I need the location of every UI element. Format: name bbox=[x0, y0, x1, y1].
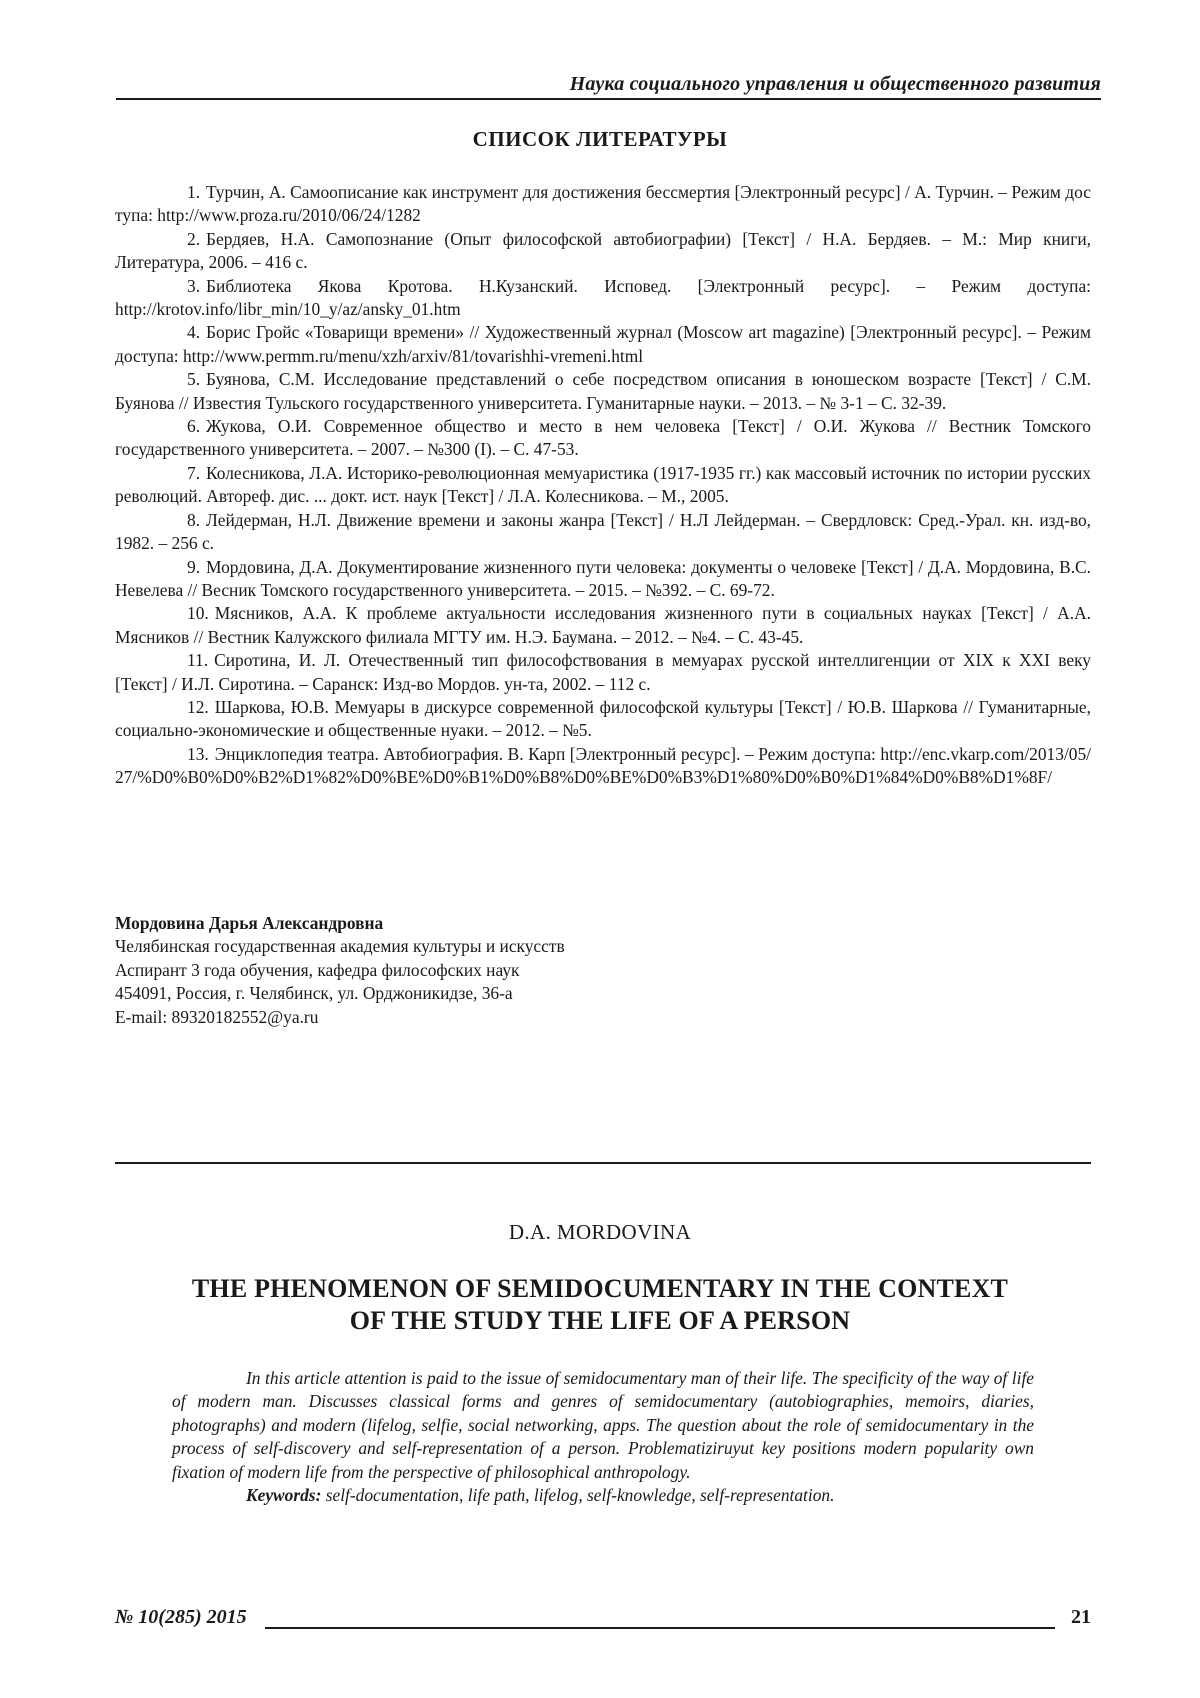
english-title bbox=[100, 1273, 1100, 1337]
reference-number: 6. bbox=[187, 416, 200, 436]
reference-text: Мордовина, Д.А. Документирование жизненного пути человека: документы о человеке [Текст] / Д.А. Мордовина, В.С. Невелева // Весник Томского государственного университета. – 2015. – №392. – С. 69-72. bbox=[115, 557, 1091, 600]
reference-item bbox=[115, 743, 1091, 790]
english-title-line-2: OF THE STUDY THE LIFE OF A PERSON bbox=[100, 1305, 1100, 1337]
author-email: E-mail: 89320182552@ya.ru bbox=[115, 1006, 565, 1029]
reference-text: Библиотека Якова Кротова. Н.Кузанский. Исповед. [Электронный ресурс]. – Режим доступа: http://krotov.info/libr_min/10_y/az/ansky_01.htm bbox=[115, 276, 1091, 319]
reference-item bbox=[115, 275, 1091, 322]
author-position: Аспирант 3 года обучения, кафедра философских наук bbox=[115, 959, 565, 982]
reference-text: Турчин, А. Самоописание как инструмент для достижения бессмертия [Электронный ресурс] / А. Турчин. – Режим доступа: http://www.proza.ru/2010/06/24/1282 bbox=[115, 182, 1091, 225]
abstract-text: In this article attention is paid to the issue of semidocumentary man of their life. The specificity of the way of life of modern man. Discusses classical forms and genres of semidocumentary (autobiographies, memoirs, diaries, photographs) and modern (lifelog, selfie, social networking, apps. The question about the role of semidocumentary in the process of self-discovery and self-representation of a person. Problematiziruyut key positions modern popularity own fixation of modern life from the perspective of philosophical anthropology. bbox=[172, 1367, 1034, 1484]
reference-number: 1. bbox=[187, 182, 200, 202]
english-author: D.A. MORDOVINA bbox=[0, 1220, 1200, 1245]
reference-number: 2. bbox=[187, 229, 200, 249]
reference-text: Энциклопедия театра. Автобиография. В. Карп [Электронный ресурс]. – Режим доступа: http://enc.vkarp.com/2013/05/27/%D0%B0%D0%B2%D1%82%D0%BE%D0%B1%D0%B8%D0%BE%D0%B3%D1%80%D0%B0%D1%84%D0%B8%D1%8F/ bbox=[115, 744, 1091, 787]
reference-item bbox=[115, 509, 1091, 556]
english-title-line-1: THE PHENOMENON OF SEMIDOCUMENTARY IN THE CONTEXT bbox=[100, 1273, 1100, 1305]
reference-item bbox=[115, 181, 1091, 228]
author-address: 454091, Россия, г. Челябинск, ул. Орджоникидзе, 36-а bbox=[115, 982, 565, 1005]
page-footer bbox=[115, 1606, 1091, 1634]
reference-text: Мясников, А.А. К проблеме актуальности исследования жизненного пути в социальных науках [Текст] / А.А. Мясников // Вестник Калужского филиала МГТУ им. Н.Э. Баумана. – 2012. – №4. – С. 43-45. bbox=[115, 603, 1091, 646]
reference-number: 10. bbox=[187, 603, 209, 623]
reference-item bbox=[115, 321, 1091, 368]
keywords-text: self-documentation, life path, lifelog, self-knowledge, self-representation. bbox=[321, 1485, 834, 1505]
reference-number: 8. bbox=[187, 510, 200, 530]
reference-number: 12. bbox=[187, 697, 209, 717]
author-affiliation: Челябинская государственная академия культуры и искусств bbox=[115, 935, 565, 958]
reference-number: 4. bbox=[187, 322, 200, 342]
page-number: 21 bbox=[1071, 1606, 1091, 1629]
reference-number: 13. bbox=[187, 744, 209, 764]
reference-number: 11. bbox=[187, 650, 208, 670]
reference-text: Шаркова, Ю.В. Мемуары в дискурсе современной философской культуры [Текст] / Ю.В. Шаркова // Гуманитарные, социально-экономические и общественные нуаки. – 2012. – №5. bbox=[115, 697, 1091, 740]
keywords-label: Keywords: bbox=[246, 1485, 321, 1505]
journal-title: Наука социального управления и общественного развития bbox=[570, 73, 1101, 96]
reference-number: 7. bbox=[187, 463, 200, 483]
english-abstract bbox=[172, 1367, 1034, 1507]
reference-item bbox=[115, 368, 1091, 415]
author-info bbox=[115, 912, 565, 1029]
reference-item bbox=[115, 696, 1091, 743]
reference-item bbox=[115, 556, 1091, 603]
footer-rule bbox=[265, 1627, 1055, 1629]
reference-item bbox=[115, 462, 1091, 509]
references-list bbox=[115, 181, 1091, 790]
section-divider bbox=[115, 1162, 1091, 1164]
reference-text: Буянова, С.М. Исследование представлений о себе посредством описания в юношеском возрасте [Текст] / С.М. Буянова // Известия Тульского государственного университета. Гуманитарные науки. – 2013. – № 3-1 – С. 32-39. bbox=[115, 369, 1091, 412]
reference-text: Бердяев, Н.А. Самопознание (Опыт философской автобиографии) [Текст] / Н.А. Бердяев. – М.: Мир книги, Литература, 2006. – 416 с. bbox=[115, 229, 1091, 272]
author-name: Мордовина Дарья Александровна bbox=[115, 912, 565, 935]
reference-item bbox=[115, 415, 1091, 462]
reference-item bbox=[115, 228, 1091, 275]
reference-text: Колесникова, Л.А. Историко-революционная мемуаристика (1917-1935 гг.) как массовый источник по истории русских революций. Автореф. дис. ... докт. ист. наук [Текст] / Л.А. Колесникова. – М., 2005. bbox=[115, 463, 1091, 506]
keywords-line bbox=[172, 1484, 1034, 1507]
reference-text: Сиротина, И. Л. Отечественный тип философствования в мемуарах русской интеллигенции от XIX к XXI веку [Текст] / И.Л. Сиротина. – Саранск: Изд-во Мордов. ун-та, 2002. – 112 с. bbox=[115, 650, 1091, 693]
issue-number: № 10(285) 2015 bbox=[115, 1606, 251, 1629]
reference-item bbox=[115, 602, 1091, 649]
reference-text: Борис Гройс «Товарищи времени» // Художественный журнал (Moscow art magazine) [Электронный ресурс]. – Режим доступа: http://www.permm.ru/menu/xzh/arxiv/81/tovarishhi-vremeni.html bbox=[115, 322, 1091, 365]
reference-text: Лейдерман, Н.Л. Движение времени и законы жанра [Текст] / Н.Л Лейдерман. – Свердловск: Сред.-Урал. кн. изд-во, 1982. – 256 с. bbox=[115, 510, 1091, 553]
reference-text: Жукова, О.И. Современное общество и место в нем человека [Текст] / О.И. Жукова // Вестник Томского государственного университета. – 2007. – №300 (I). – С. 47-53. bbox=[115, 416, 1091, 459]
references-heading: СПИСОК ЛИТЕРАТУРЫ bbox=[0, 127, 1200, 152]
reference-item bbox=[115, 649, 1091, 696]
running-header bbox=[116, 72, 1101, 100]
reference-number: 9. bbox=[187, 557, 200, 577]
reference-number: 5. bbox=[187, 369, 200, 389]
reference-number: 3. bbox=[187, 276, 200, 296]
